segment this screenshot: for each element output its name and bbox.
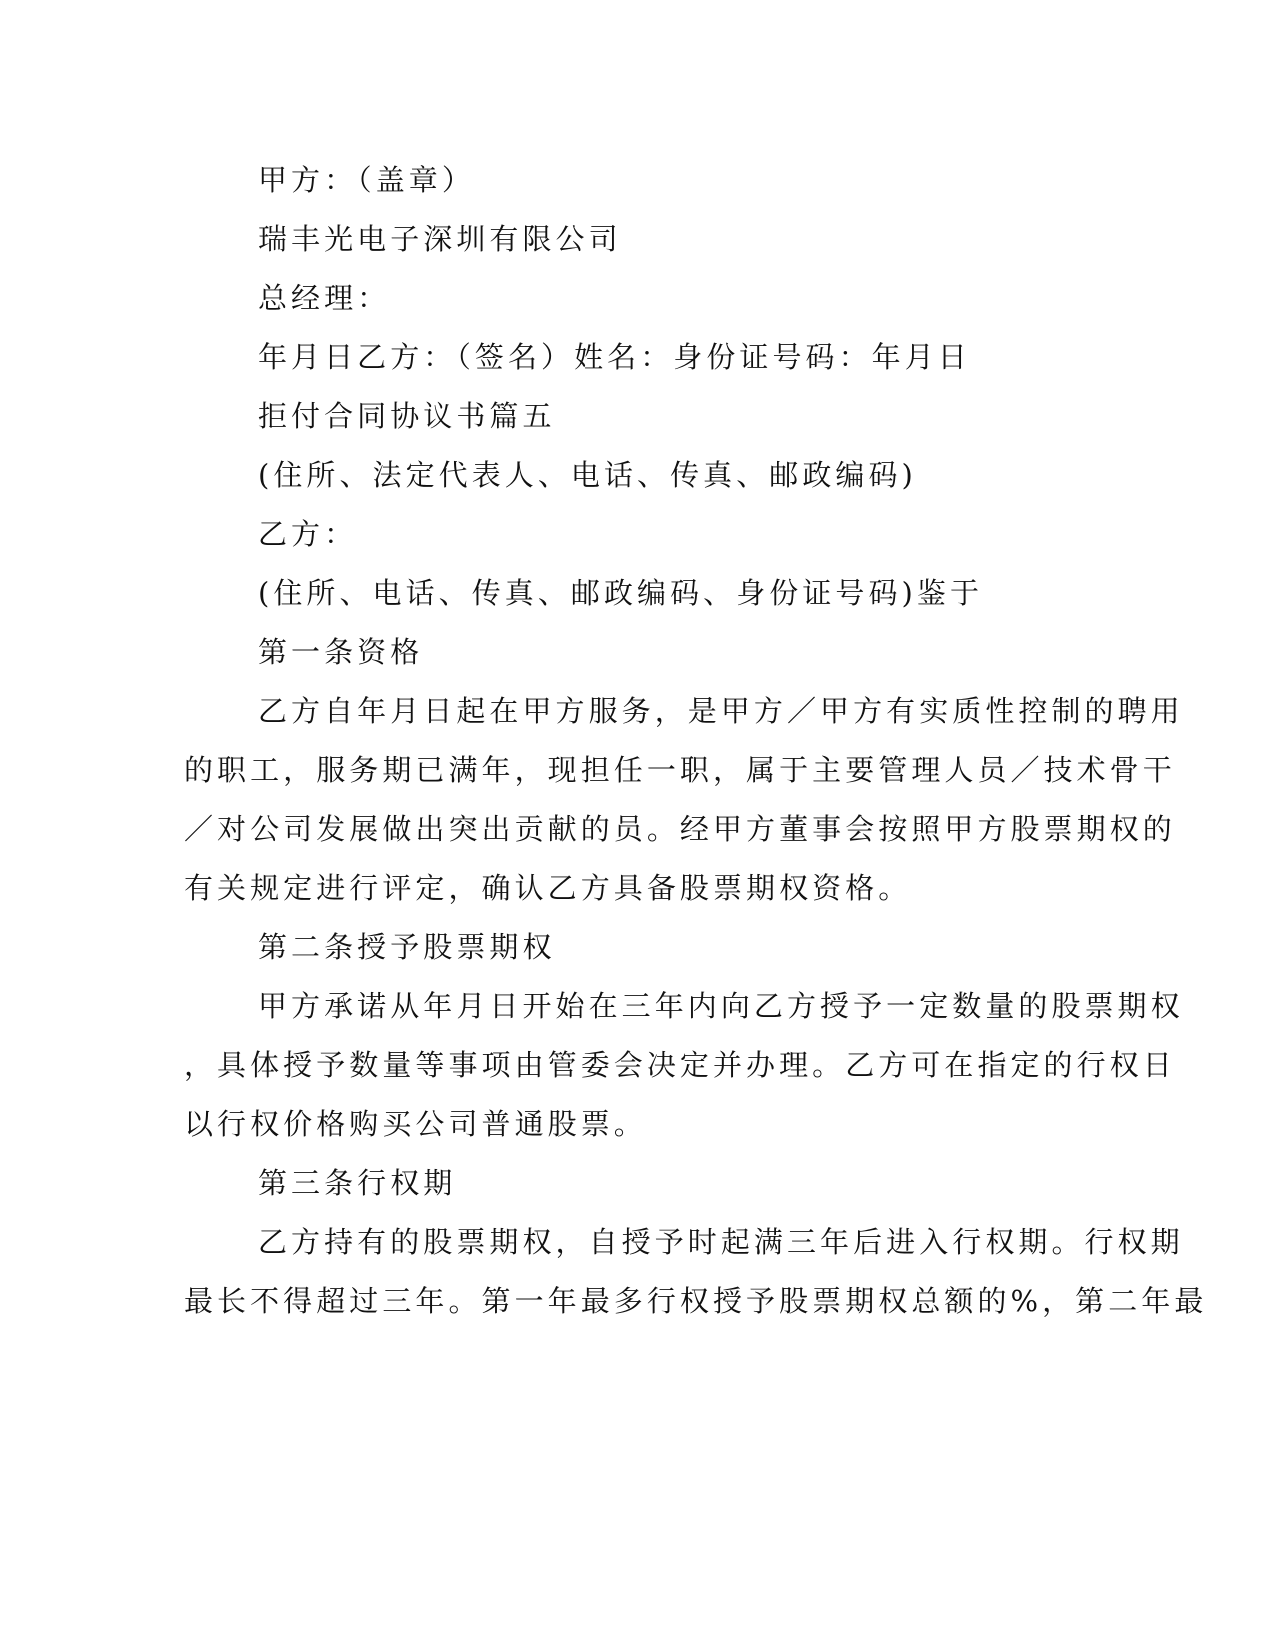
party-a-details-line: (住所、法定代表人、电话、传真、邮政编码) — [258, 458, 917, 492]
general-manager-line: 总经理： — [258, 281, 391, 315]
article-1-text-line: 有关规定进行评定，确认乙方具备股票期权资格。 — [184, 871, 912, 905]
article-2-text-line: ，具体授予数量等事项由管委会决定并办理。乙方可在指定的行权日 — [184, 1048, 1176, 1082]
article-1-text-line: ／对公司发展做出突出贡献的员。经甲方董事会按照甲方股票期权的 — [184, 812, 1176, 846]
article-2-text-line: 甲方承诺从年月日开始在三年内向乙方授予一定数量的股票期权 — [258, 989, 1184, 1023]
article-3-text-line: 最长不得超过三年。第一年最多行权授予股票期权总额的%，第二年最 — [184, 1284, 1208, 1318]
party-b-line: 乙方： — [258, 517, 358, 551]
party-a-seal-line: 甲方：（盖章） — [258, 163, 475, 197]
company-name-line: 瑞丰光电子深圳有限公司 — [258, 222, 622, 256]
party-b-details-line: (住所、电话、传真、邮政编码、身份证号码)鉴于 — [258, 576, 984, 610]
article-2-text-line: 以行权价格购买公司普通股票。 — [184, 1107, 647, 1141]
article-1-heading: 第一条资格 — [258, 635, 424, 669]
article-3-heading: 第三条行权期 — [258, 1166, 457, 1200]
article-1-text-line: 的职工，服务期已满年，现担任一职，属于主要管理人员／技术骨干 — [184, 753, 1176, 787]
signature-info-line: 年月日乙方：（签名）姓名：身份证号码：年月日 — [258, 340, 971, 374]
section-heading: 拒付合同协议书篇五 — [258, 399, 556, 433]
article-3-text-line: 乙方持有的股票期权，自授予时起满三年后进入行权期。行权期 — [258, 1225, 1184, 1259]
article-2-heading: 第二条授予股票期权 — [258, 930, 556, 964]
article-1-text-line: 乙方自年月日起在甲方服务，是甲方／甲方有实质性控制的聘用 — [258, 694, 1184, 728]
